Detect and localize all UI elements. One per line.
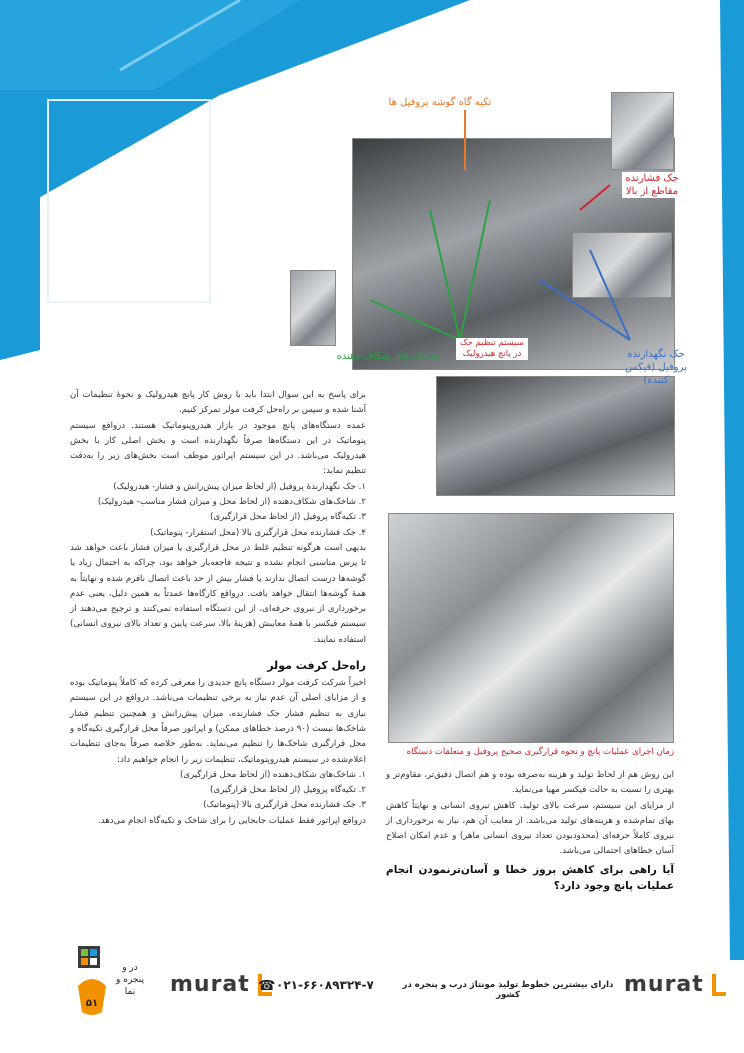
left-column <box>70 388 366 829</box>
paragraph-3: اخیراً شرکت کرفت مولر دستگاه پانچ جدیدی را معرفی کرده که کاملاً پنوماتیک بوده و از مزایای اصلی آن عدم نیاز به برخی تنظیمات می‌باشد. درواقع در این سیستم نیازی به تنظیم فشار جک فشارنده، میزان پیش‌رانش و همچنین تنظیم فشار شاخک‌ها نیست (۹۰ درصد خطاهای ممکن) و اپراتور صرفاً محل قرارگیری تکیه‌گاه و محل قرارگیری شاخک‌ها را تنظیم می‌نماید. به‌طور خلاصه صرفاً به‌جای تنظیمات اعلام‌شده در سیستم هیدروپنوماتیک، تنظیمات زیر را انجام خواهیم داد: <box>70 678 366 765</box>
footer-phone: ۰۲۱-۶۶۰۸۹۳۲۴-۷ <box>276 978 374 992</box>
page-number: ۵۱ <box>85 998 99 1009</box>
list1-item: ۱. جک نگهدارندهٔ پروفیل (از لحاظ میزان پیش‌رانش و فشار- هیدرولیک) <box>113 481 366 492</box>
footer-tagline: دارای بیشترین خطوط تولید مونتاژ درب و پنجره در کشور <box>402 980 614 1000</box>
intro-paragraph-2: عمده دستگاه‌های پانچ موجود در بازار هیدروپنوماتیک هستند. درواقع سیستم پنوماتیک در این دستگاه‌ها صرفاً نگهدارنده است و بخش اصلی کار با بخش هیدرولیک می‌باشد. در این سیستم اپراتور موظف است بخش‌های زیر را به‌دقت تنظیم نماید: <box>70 420 366 477</box>
right-paragraph-1: این روش هم از لحاظ تولید و هزینه به‌صرفه بوده و هم اتصال دقیق‌تر، مقاوم‌تر و بهتری را نسبت به حالت فیکسر مهیا می‌نماید. <box>386 770 674 796</box>
annotation-slotted-jaws: شاخک های شکاف دهنده <box>336 351 440 362</box>
annotation-profile-holding-jack: جک نگهدارنده پروفیل (فیکس کننده) <box>625 349 687 386</box>
intro-paragraph-1: برای پاسخ به این سوال ابتدا باید با روش کار پانچ هیدرولیک و نحوهٔ تنظیمات آن آشنا شده و سپس بر راه‌حل کرفت مولر تمرکز کنیم. <box>70 390 366 416</box>
footer-logo-left-block <box>72 944 112 1024</box>
punch-operation-photo <box>388 513 674 743</box>
list2-item: ۳. جک فشارنده محل قرارگیری بالا (پنوماتیک) <box>203 800 366 811</box>
list2-item: ۱. شاخک‌های شکاف‌دهنده (از لحاظ محل قرارگیری) <box>179 769 366 780</box>
brand-mark-icon <box>712 974 726 996</box>
question-heading: آیا راهی برای کاهش بروز خطا و آسان‌ترنمودن انجام عملیات پانچ وجود دارد؟ <box>386 863 674 892</box>
list1-item: ۳. تکیه‌گاه پروفیل (از لحاظ محل قرارگیری) <box>210 512 366 523</box>
annotation-jack-adjust-system: سیستم تنظیم جک در پانچ هیدرولیک <box>456 338 528 360</box>
annotation-top-clamp-jack: جک فشارنده مقاطع از بالا <box>622 172 682 198</box>
paragraph-2: بدیهی است هرگونه تنظیم غلط در محل قرارگیری یا میزان فشار باعث خواهد شد تا پرس مناسبی انجام نشده و نتیجه فاجعه‌بار خواهد بود، چراکه به احتمال زیاد یا گوشه‌ها درست اتصال ندارند یا فشار بیش از حد باعث اتصال نافرم شده و نهایتاً به همهٔ گوشه‌ها انتقال خواهد یافت. درواقع کارگاه‌ها عمدتاً به همین دلیل، یعنی عدم برخورداری از نیروی حرفه‌ای، از این دستگاه استفاده نمی‌کنند و ترجیح می‌دهند از سیستم فیکسر با همهٔ معایبش (هزینهٔ بالا، سرعت پایین و تعداد بالای نیروی انسانی) استفاده نمایند. <box>70 542 366 645</box>
section-heading: راه‌حل کرفت مولر <box>267 659 366 673</box>
phone-icon: ☎ <box>258 978 276 994</box>
list1-item: ۴. جک فشارنده محل قرارگیری بالا (محل استقرار- پنوماتیک) <box>150 527 366 538</box>
image-caption: زمان اجرای عملیات پانچ و نحوه قرارگیری صحیح پروفیل و متعلقات دستگاه <box>406 747 674 757</box>
brand-text: murat <box>170 972 250 997</box>
list2-item: ۲. تکیه‌گاه پروفیل (از لحاظ محل قرارگیری) <box>210 785 366 796</box>
right-paragraph-2: از مزایای این سیستم، سرعت بالای تولید، کاهش نیروی انسانی و نهایتاً کاهش بهای تمام‌شده و هزینه‌های تولید می‌باشد. از معایب آن هم، نیاز به برخورداری از نیروی کاملاً حرفه‌ای (محدودبودن تعداد نیروی انسانی ماهر) و عدم امکان اصلاح آسان خطاهای احتمالی می‌باشد. <box>386 800 674 857</box>
list1-item: ۲. شاخک‌های شکاف‌دهنده (از لحاظ محل و میزان فشار مناسب- هیدرولیک) <box>97 497 366 508</box>
magazine-logo-icon <box>72 944 112 1024</box>
paragraph-4: درواقع اپراتور فقط عملیات جابجایی را برای شاخک و تکیه‌گاه انجام می‌دهد. <box>98 815 366 826</box>
magazine-name: در و پنجره و نما <box>116 963 144 997</box>
annotation-corner-support: تکیه گاه گوشه پروفیل ها <box>388 97 492 108</box>
right-column <box>386 768 674 894</box>
brand-text: murat <box>624 972 704 997</box>
footer-brand-right <box>624 972 726 997</box>
